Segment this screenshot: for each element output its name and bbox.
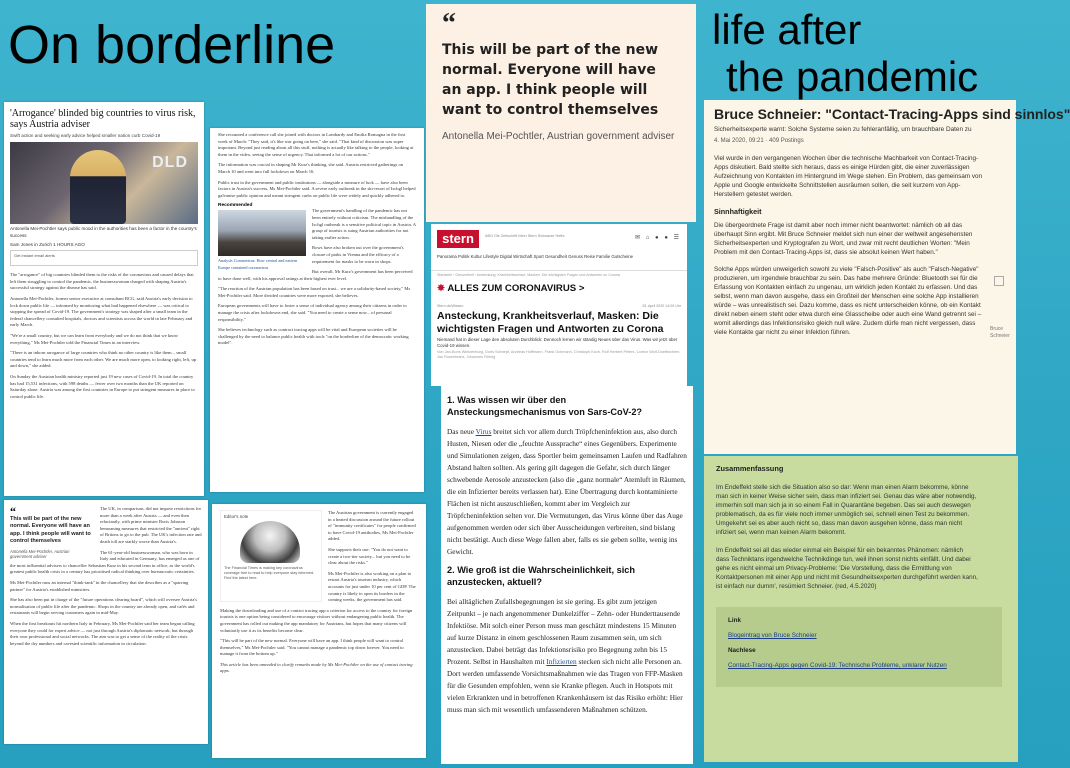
stern-faq-clipping	[441, 386, 693, 764]
pull-quote-panel	[426, 4, 696, 222]
editors-note-caption: The Financial Times is making key coronavirus coverage free to read to help everyone stay informed. Find the latest here.	[224, 566, 315, 580]
contact-tracing-article-link[interactable]: Contact-Tracing-Apps gegen Covid-19: Technische Probleme, unklarer Nutzen	[728, 662, 947, 669]
paragraph: Public trust in the government and public institutions — alongside a measure of luck — have also been factors in Austria's success, Ms Mei-Pochtler said. A severe early outbreak in the ski-resort of Ischgl helped galvanise public opinion and meant stringent curbs on public life were widely and quickly adhered to.	[218, 179, 416, 198]
recommended-label: Recommended	[218, 203, 253, 209]
stern-article-clipping	[431, 224, 687, 386]
paragraph: The government's handling of the pandemic has not been entirely without criticism. The mishandling of the Ischgl outbreak is a sensitive political topic in Austria. A group of tourists is suing Austrian authorities for not taking earlier action.	[312, 208, 416, 240]
pull-quote-text: This will be part of the new normal. Everyone will have an app. I think people will want to control themselves	[10, 516, 91, 545]
quote-attribution: Antonella Mei-Pochtler, Austrian government adviser	[442, 131, 675, 142]
paragraph: Die übergeordnete Frage ist damit aber noch immer nicht beantwortet: nämlich ob all das überhaupt Sinn ergibt. Mit Bruce Schneier meldet sich nun einer der weltweit angesehensten Sicherheitsexperten und Kryptografen zu Wort, und zwar mit recht deutlichen Worten: "Mein Problem mit den Contact-Tracing-Apps ist, dass sie absolut keinen Wert haben."	[714, 222, 973, 256]
breadcrumb[interactable]: Startseite › Gesundheit › Ansteckung, Krankheitsverlauf, Masken: Die wichtigsten Fragen und Antworten zu Corona	[437, 273, 620, 277]
recommended-image[interactable]	[218, 210, 306, 256]
section-banner-label: ALLES ZUM CORONAVIRUS >	[447, 283, 585, 294]
date-label: 25. April 2020 14:00 Uhr	[642, 304, 681, 308]
article-headline: Bruce Schneier: "Contact-Tracing-Apps sind sinnlos"	[714, 106, 1070, 122]
stern-header	[431, 224, 687, 271]
section-heading: Sinnhaftigkeit	[714, 207, 762, 216]
ft-article-clipping-middle	[210, 128, 424, 492]
paragraph: She supports their use: "You do not want to create a two-tier society... but you need to be clear about the risks."	[328, 546, 411, 566]
answer-text: stecken sich nicht alle Personen an. Dort werden umfassende Vorsichtsmaßnahmen wie das Tragen von FFP-Masken für die Gesunden empfohlen, wenn sie Kranke pflegen. Auch in Hotspots mit vielen Erkrankten und in betroffenen Krankenhäusern ist das Risiko erhöht: Hier muss man sich mit wesentlich umfassenderen Maßnahmen schützen.	[447, 657, 683, 714]
paragraph: But overall, Mr Kurz's government has been perceived to have done well, with his approval ratings at their highest ever level.	[218, 269, 413, 281]
answer-text: Bei alltäglichen Zufallsbegegnungen ist sie gering. Es gibt zum jetzigen Zeitpunkt – je nach angenommener Dunkelziffer – Zehn- oder Hunderttausende Infektiöse. Mit solch einer Person muss man geschätzt mindestens 15 Minuten auf kurze Distanz in einem geschlossenen Raum zusammen sein, um sich anzustecken. Dabei beträgt das Infektionsrisiko pro Begegnung zehn bis 15 Prozent. Selbst in Haushalten mit	[447, 597, 681, 666]
paragraph: Ms Mei-Pochtler runs an internal "think-tank" in the chancellery that she describes as a "sparring partner" for Austria's established ministries.	[10, 579, 189, 592]
header-icons[interactable]: ✉ ⌂ ● ● ☰	[635, 235, 681, 241]
summary-heading: Zusammenfassung	[716, 464, 784, 473]
portrait-image	[70, 150, 126, 224]
stern-authors: Von Jan-Boris Wintzenburg, Doris Schnepf, Andreas Hoffmann, Frank Ochmann, Christoph Koch, Rolf Herbert Peters, Lorenz Wolf-Doettinchem, Jan Rosenkranz, Johannes Röhrig	[437, 350, 681, 360]
links-box	[716, 607, 1002, 687]
stern-teaser: Niemand hat in dieser Lage den absoluten Durchblick: Dennoch lernen wir ständig Neues über das Virus. Was wir jetzt über Covid-19 wissen.	[437, 337, 678, 348]
editors-note-box[interactable]	[220, 510, 322, 602]
paragraph: Ms Mei-Pochtler is also working on a plan to restart Austria's tourism industry, which accounts for just under 10 per cent of GDP. The country is likely to open its borders in the coming weeks, the government has said.	[328, 570, 416, 603]
paragraph: Viel wurde in den vergangenen Wochen über die technische Machbarkeit von Contact-Tracing-Apps diskutiert. Bald stellte sich heraus, dass es einige Hürden gibt, die einer zuverlässigen Aufzeichnung von Kontakten im Hintergrund im Wege stehen. Ein Problem, das gemeinsam von Apple und Google entwickelte Schnittstellen ausräumen sollen, die seit kurzem von App-Herstellern getestet werden.	[714, 155, 982, 198]
stern-logo[interactable]: stern	[437, 230, 479, 248]
article-meta[interactable]: 4. Mai 2020, 09:21 · 409 Postings	[714, 138, 804, 144]
stern-topbar[interactable]: ABO Die Zeitschrift Mein Stern Schwarze Hefte	[485, 234, 565, 238]
paragraph: She recounted a conference call she joined with doctors in Lombardy and Emilia Romagna in the first week of March: "They said, it's like war going on here," she said. "That kind of discussion was super important. Beyond just reading about all this stuff, nothing is actually like talking to the people, looking at them in the video, seeing the sense of urgency. That informed a lot of our actions."	[218, 132, 414, 157]
paragraph: Solche Apps würden unweigerlich sowohl zu viele "Falsch-Positive" als auch "Falsch-Negative" produzieren, um irgendwie brauchbar zu sein. Das habe mehrere Gründe: Bluetooth sei für die Erfassung von Kontakten einfach zu ungenau, um wirklich jeden Kontakt zu erfassen. Und das selbst, wenn man davon ausgehe, dass ein Großteil der Menschen eine solche App installieren würde – was unrealistisch sei. Dazu komme, dass es nicht unterscheiden könne, ob ein Kontakt direkt neben einem steht oder etwa durch eine Glasscheibe oder auch eine Wand getrennt sei – womit allerdings das Infektionsrisiko gleich null wäre. Zudem dürfe man nicht vergessen, dass viele Kontakte gar nicht zu einer Infektion führen.	[714, 266, 982, 336]
email-alert-button[interactable]: Get instant email alerts	[10, 250, 198, 266]
ft-article-clipping-bottom-left	[4, 500, 208, 744]
side-thumbnail	[990, 276, 1012, 340]
faq-question-2: 2. Wie groß ist die Wahrscheinlichkeit, sich anzustecken, aktuell?	[447, 565, 635, 587]
ft-photo-caption: Antonella Mei-Pochtler says public mood in the authorities has been a factor in the country's success	[10, 226, 197, 238]
dld-logo: DLD	[152, 154, 188, 171]
faq-answer-1	[447, 426, 687, 558]
paragraph: The information was crucial in shaping Mr Kurz's thinking, she said. Austria restricted gatherings on March 10 and went into full lockdown on March 16.	[218, 162, 404, 174]
ft-body	[218, 132, 416, 199]
ft-headline: 'Arrogance' blinded big countries to virus risk, says Austria adviser	[10, 108, 196, 130]
nachlese-heading: Nachlese	[728, 647, 756, 654]
summary-clipping	[704, 456, 1018, 762]
links-heading: Link	[728, 617, 741, 624]
ft-byline: Sam Jones in Zurich 1 HOURS AGO	[10, 242, 85, 248]
title-life-after-pandemic	[712, 6, 978, 100]
pull-quote	[10, 506, 92, 559]
paragraph: On Sunday the Austrian health ministry reported just 19 new cases of Covid-19. In total the country has had 15,531 infections, with 598 deaths — fewer over two months than the UK reported on Saturday alone. Austria was among the first countries in Europe to put stringent measures in place to control public life.	[10, 373, 195, 399]
ft-article-clipping-left	[4, 102, 204, 496]
ft-article-clipping-bottom-middle	[212, 504, 426, 758]
title-on-borderline: On borderline	[8, 15, 336, 75]
answer-text: Das neue	[447, 427, 476, 436]
quote-mark-icon: “	[442, 8, 456, 39]
ft-body	[10, 272, 198, 400]
hazmat-photo	[240, 521, 300, 563]
recommended-link[interactable]: Analysis Coronavirus: How central and eastern Europe contained coronavirus	[218, 258, 298, 270]
article-body	[714, 154, 986, 337]
title-right-line2: the pandemic	[726, 53, 979, 100]
paragraph: "There is an inborn arrogance of large countries who think no other country is like them... small countries tend to learn much more from each other. We are much more open, to looking right, left, up and down," she added.	[10, 350, 197, 369]
paragraph: The "arrogance" of big countries blinded them to the risks of the coronavirus and caused delays that left them struggling to control the pandemic, the businesswoman charged with shaping Austria's successful strategy against the disease has said.	[10, 272, 194, 291]
section-label: Stern.de/Wissen	[437, 304, 464, 308]
pull-quote-attribution: Antonella Mei-Pochtler, Austrian government adviser	[10, 548, 70, 559]
answer-text: breitet sich vor allem durch Tröpfcheninfektion aus, also durch Husten, Niesen oder die „feuchte Aussprache“ eines Gegenübers. Experimente und Simulationen zeigen, dass Sportler beim gemeinsamen Laufen und Radfahren Abstand halten sollten. Als gering gilt dagegen die Gefahr, sich durch länger schwebende Aerosole anzustecken (also die „ganz normale“ Atemluft in Räumen, die ein Infizierter bereits verlassen hat). Eine Übertragung durch kontaminierte Flächen ist nicht auszuschließen, kommt aber im Vergleich zur Tröpfcheninfektion selten vor. Die Vermutungen, das Virus könne über das Auge aufgenommen werden oder sich über Ausscheidungen verbreiten, sind bislang nicht bestätigt. Auch diese Wege fallen aber, falls es sie geben sollte, wenig ins Gewicht.	[447, 427, 687, 556]
paragraph: European governments will have to foster a sense of individual agency among their citizens in order to manage the crisis after lockdowns end, she said. "You need to create a sense now... of personal responsibility."	[218, 303, 407, 322]
quote-mark-icon: “	[10, 504, 16, 518]
faq-answer-2	[447, 596, 687, 716]
schneier-blog-link[interactable]: Blogeintrag von Bruce Schneier	[728, 632, 817, 639]
paragraph: Im Endeffekt sei all das wieder einmal ein Beispiel für ein bekanntes Phänomen: nämlich dass Techniktans irgendwelche Technikdinge tun, weil ihnen sonst nichts einfällt. Und dabei gehe es nicht einmal um Privacy-Probleme: 'Die Vorstellung, dass die Ermittlung von Kontaktpersonen mit einer App und nicht mit Gesundheitsexperten durchgeführt werden kann, ist einfach nur dumm', resümiert Schneier. (red, 4.5.2020)	[716, 547, 978, 590]
article-lead: Sicherheitsexperte warnt: Solche Systeme seien zu fehleranfällig, um brauchbare Daten zu	[714, 126, 972, 133]
paragraph: Antonella Mei-Pochtler, former senior executive at consultant BCG, said Austria's early decision to lock down public life — informed by monitoring what had happened elsewhere — was critical to stopping the spread of Covid-19. The government's strategy was shaped after a small team in the federal chancellery consulted hospitals, doctors and scientists across the world in late February and early March.	[10, 295, 193, 328]
side-label: Bruce Schneier	[990, 326, 1010, 339]
section-banner[interactable]	[431, 279, 687, 296]
paragraph: Making the downloading and use of a contact tracing app a criterion for access to the country for foreign tourists is one option being considered to encourage visitors without endangering public health. The government has rolled out making the app mandatory for Austrians, but hopes that many citizens will voluntarily use it as its benefits become clear.	[220, 607, 413, 633]
paragraph: Rows have also broken out over the government's closure of parks in Vienna and the efficacy of a requirement for masks to be worn in shops.	[312, 245, 404, 264]
virus-link[interactable]: Virus	[475, 427, 492, 436]
infizierten-link[interactable]: Infizierten	[546, 657, 577, 666]
paragraph: The Austrian government is currently engaged in a heated discussion around the future rollout of "immunity certificates" for people confirmed to have Covid-19 antibodies, Ms Mei-Pochtler added.	[328, 510, 416, 542]
paragraph: "This will be part of the new normal. Everyone will have an app. I think people will want to control themselves," Ms Mei-Pochtler said. "You cannot manage a pandemic top down forever. You need to manage it from the bottom up."	[220, 638, 404, 657]
faq-question-1: 1. Was wissen wir über den Ansteckungsmechanismus von Sars-CoV-2?	[447, 395, 643, 417]
paragraph: When the first breakouts hit northern Italy in February, Ms Mei-Pochtler said her team began calling everyone they could for expert advice — not just through Austria's diplomatic network, but through their own professional and social networks. The aim was to get a sense of the reality of the crisis beyond the dry numbers and cavested scientific information in circulation.	[10, 620, 195, 646]
stern-nav[interactable]: Panorama Politik Kultur Lifestyle Digital Wirtschaft Sport Gesundheit Genuss Reise Familie Gutscheine	[437, 254, 634, 259]
title-right-line1: life after	[712, 6, 862, 53]
paragraph: The UK, in comparison, did not impose restrictions for more than a week after Austria — and even then reluctantly, with prime minister Boris Johnson bemoaning measures that restricted the "ancient" right of Britons to go to the pub. The UK's infection rate and death toll are starkly worse than Austria's.	[100, 506, 202, 544]
paragraph: "The reaction of the Austrian population has been based on trust... we are a solidarity-based society," Ms Mei-Pochtler said. More divided countries were more exposed, she believes.	[218, 286, 411, 298]
paragraph: "We're a small country, but we can learn from everybody and we do not think that we know everything," Ms Mei-Pochtler told the Financial Times in an interview.	[10, 332, 179, 345]
summary-body	[716, 483, 978, 591]
editors-note-label: Editor's note	[224, 514, 249, 519]
article-timestamp	[431, 296, 687, 308]
stern-headline: Ansteckung, Krankheitsverlauf, Masken: Die wichtigsten Fragen und Antworten zu Corona	[437, 310, 664, 335]
ft-subhead: Swift action and seeking early advice helped smaller nation curb Covid-19	[10, 133, 161, 138]
paragraph: Im Endeffekt stelle sich die Situation also so dar: Wenn man einen Alarm bekomme, könne man sich in keiner Weise sicher sein, dass man infiziert sei. Genau das wäre aber notwendig, immerhin soll man sich ja in so einem Fall in Quarantäne begeben. Das sei auch deswegen problematisch, da es für viele noch immer unmöglich sei, schnell einen Test zu bekommen. Umgekehrt sei es aber auch nicht so, dass man davon ausgehen könne, dass man nicht infiziert sei, wenn man keinen Alarm bekommt.	[716, 484, 977, 536]
quote-text: This will be part of the new normal. Everyone will have an app. I think people will want to control themselves	[442, 42, 659, 118]
star-icon: ✸	[437, 283, 448, 294]
paragraph: The 61-year-old businesswoman, who was born in Italy and educated in Germany, has emerged as one of the most influential advisers to chancellor Sebastian Kurz in his second term in office, as the world's greatest public health crisis in a century has prioritised radical thinking over bureaucratic certainties.	[10, 549, 200, 575]
ft-photo	[10, 142, 198, 224]
amendment-note: This article has been amended to clarify remarks made by Ms Mei-Pochtler on the use of contact tracing apps.	[220, 661, 413, 674]
paragraph: She has also been put in charge of the "future operations clearing board", which will oversee Austria's normalisation of public life after the pandemic. Shops in the country are already open, and cafés and restaurants will begin serving customers again in mid-May.	[10, 597, 198, 616]
schneier-article-clipping	[704, 100, 1070, 454]
broken-image-icon	[994, 276, 1004, 286]
paragraph: She believes technology such as contract tracing apps will be vital and European societies will be challenged by the need to balance public health with tools "on the borderline of the democratic working model".	[218, 327, 409, 346]
